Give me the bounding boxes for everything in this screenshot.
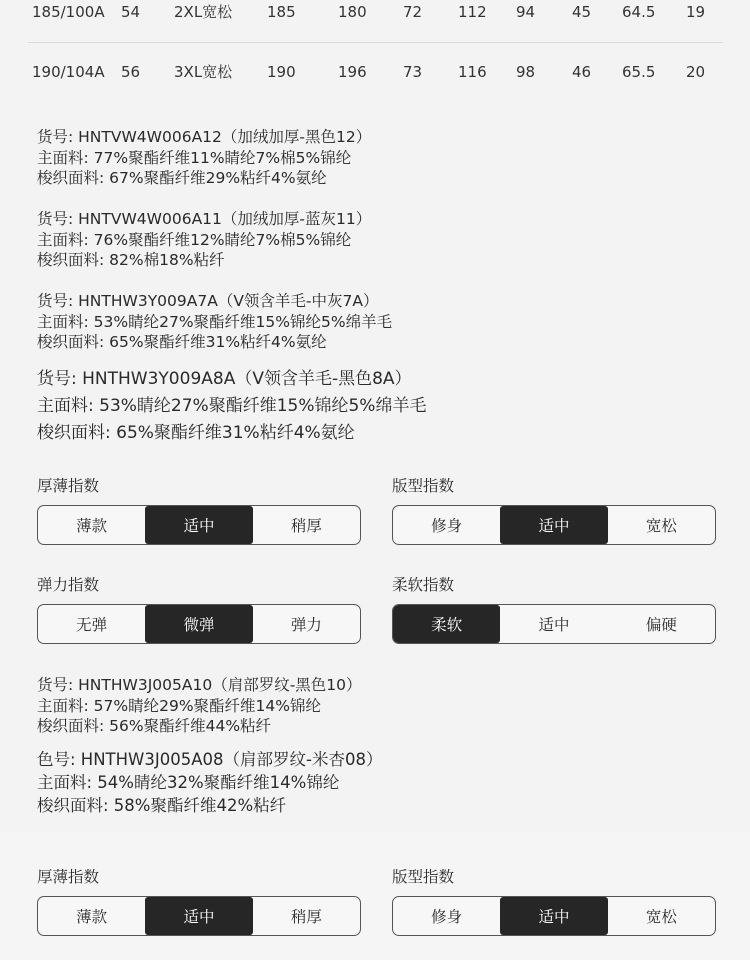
table-cell-value: 73 — [403, 63, 423, 81]
thickness-option-thick[interactable]: 稍厚 — [290, 517, 322, 535]
fit-option-regular[interactable]: 适中 — [500, 897, 607, 935]
table-cell-value: 190 — [267, 63, 296, 81]
table-cell-value: 185 — [267, 3, 296, 21]
table-cell-value: 116 — [458, 63, 487, 81]
product-code: 色号: HNTHW3J005A08（肩部罗纹-米杏08） — [37, 750, 383, 769]
product-info-block — [37, 675, 362, 737]
product-code: 货号: HNTVW4W006A11（加绒加厚-蓝灰11） — [37, 210, 372, 228]
elasticity-index-selector — [37, 604, 361, 644]
fit-option-loose[interactable]: 宽松 — [645, 908, 677, 926]
table-cell-value: 19 — [686, 3, 706, 21]
table-cell-value: 180 — [338, 3, 367, 21]
product-code: 货号: HNTVW4W006A12（加绒加厚-黑色12） — [37, 128, 372, 146]
table-cell-eu-size: 56 — [121, 63, 141, 81]
thickness-option-medium[interactable]: 适中 — [145, 506, 252, 544]
table-row — [0, 0, 750, 27]
table-cell-value: 98 — [516, 63, 536, 81]
table-cell-value: 46 — [572, 63, 592, 81]
knit-fabric: 梭织面料: 67%聚酯纤维29%粘纤4%氨纶 — [37, 169, 327, 187]
main-fabric: 主面料: 53%睛纶27%聚酯纤维15%锦纶5%绵羊毛 — [37, 396, 427, 416]
main-fabric: 主面料: 57%睛纶29%聚酯纤维14%锦纶 — [37, 696, 322, 715]
fit-index-selector — [392, 896, 716, 936]
product-info-block — [37, 291, 392, 353]
main-fabric: 主面料: 77%聚酯纤维11%睛纶7%棉5%锦纶 — [37, 148, 352, 167]
table-cell-value: 196 — [338, 63, 367, 81]
main-fabric: 主面料: 76%聚酯纤维12%睛纶7%棉5%锦纶 — [37, 230, 352, 249]
thickness-index-selector — [37, 896, 361, 936]
table-cell-label-size: 3XL宽松 — [174, 63, 233, 81]
product-info-block — [37, 209, 371, 271]
softness-option-soft[interactable]: 柔软 — [393, 605, 500, 643]
product-info-block — [37, 366, 426, 447]
knit-fabric: 梭织面料: 65%聚酯纤维31%粘纤4%氨纶 — [37, 423, 355, 443]
table-cell-value: 72 — [403, 3, 423, 21]
product-code: 货号: HNTHW3J005A10（肩部罗纹-黑色10） — [37, 676, 362, 694]
softness-index-title: 柔软指数 — [392, 576, 455, 594]
elasticity-index-title: 弹力指数 — [37, 576, 100, 594]
knit-fabric: 梭织面料: 82%棉18%粘纤 — [37, 251, 225, 269]
fit-option-slim[interactable]: 修身 — [431, 517, 463, 535]
thickness-index-title: 厚薄指数 — [37, 477, 100, 495]
table-cell-value: 20 — [686, 63, 706, 81]
knit-fabric: 梭织面料: 65%聚酯纤维31%粘纤4%氨纶 — [37, 333, 327, 351]
thickness-index-selector — [37, 505, 361, 545]
table-cell-value: 112 — [458, 3, 487, 21]
product-info-block — [37, 748, 382, 817]
fit-index-title: 版型指数 — [392, 477, 455, 495]
fit-index-selector — [392, 505, 716, 545]
table-cell-value: 94 — [516, 3, 536, 21]
thickness-index-title: 厚薄指数 — [37, 868, 100, 886]
fit-option-regular[interactable]: 适中 — [500, 506, 607, 544]
elasticity-option-stretch[interactable]: 弹力 — [290, 616, 322, 634]
knit-fabric: 梭织面料: 58%聚酯纤维42%粘纤 — [37, 796, 287, 815]
thickness-option-thin[interactable]: 薄款 — [76, 908, 108, 926]
table-cell-value: 45 — [572, 3, 592, 21]
table-row — [0, 57, 750, 87]
fit-option-loose[interactable]: 宽松 — [645, 517, 677, 535]
thickness-option-medium[interactable]: 适中 — [145, 897, 252, 935]
main-fabric: 主面料: 53%睛纶27%聚酯纤维15%锦纶5%绵羊毛 — [37, 312, 393, 331]
thickness-option-thick[interactable]: 稍厚 — [290, 908, 322, 926]
table-divider — [28, 42, 723, 43]
fit-option-slim[interactable]: 修身 — [431, 908, 463, 926]
main-fabric: 主面料: 54%睛纶32%聚酯纤维14%锦纶 — [37, 773, 340, 792]
fit-index-title: 版型指数 — [392, 868, 455, 886]
table-cell-value: 65.5 — [622, 63, 656, 81]
table-cell-body-size: 190/104A — [32, 63, 105, 81]
table-cell-eu-size: 54 — [121, 3, 141, 21]
softness-option-hard[interactable]: 偏硬 — [645, 616, 677, 634]
softness-index-selector — [392, 604, 716, 644]
product-code: 货号: HNTHW3Y009A7A（V领含羊毛-中灰7A） — [37, 292, 379, 310]
elasticity-option-slight[interactable]: 微弹 — [145, 605, 252, 643]
table-cell-label-size: 2XL宽松 — [174, 3, 233, 21]
product-info-block — [37, 127, 371, 189]
table-cell-body-size: 185/100A — [32, 3, 105, 21]
softness-option-medium[interactable]: 适中 — [538, 616, 570, 634]
product-code: 货号: HNTHW3Y009A8A（V领含羊毛-黑色8A） — [37, 369, 412, 389]
elasticity-option-none[interactable]: 无弹 — [76, 616, 108, 634]
thickness-option-thin[interactable]: 薄款 — [76, 517, 108, 535]
knit-fabric: 梭织面料: 56%聚酯纤维44%粘纤 — [37, 717, 272, 735]
table-cell-value: 64.5 — [622, 3, 656, 21]
